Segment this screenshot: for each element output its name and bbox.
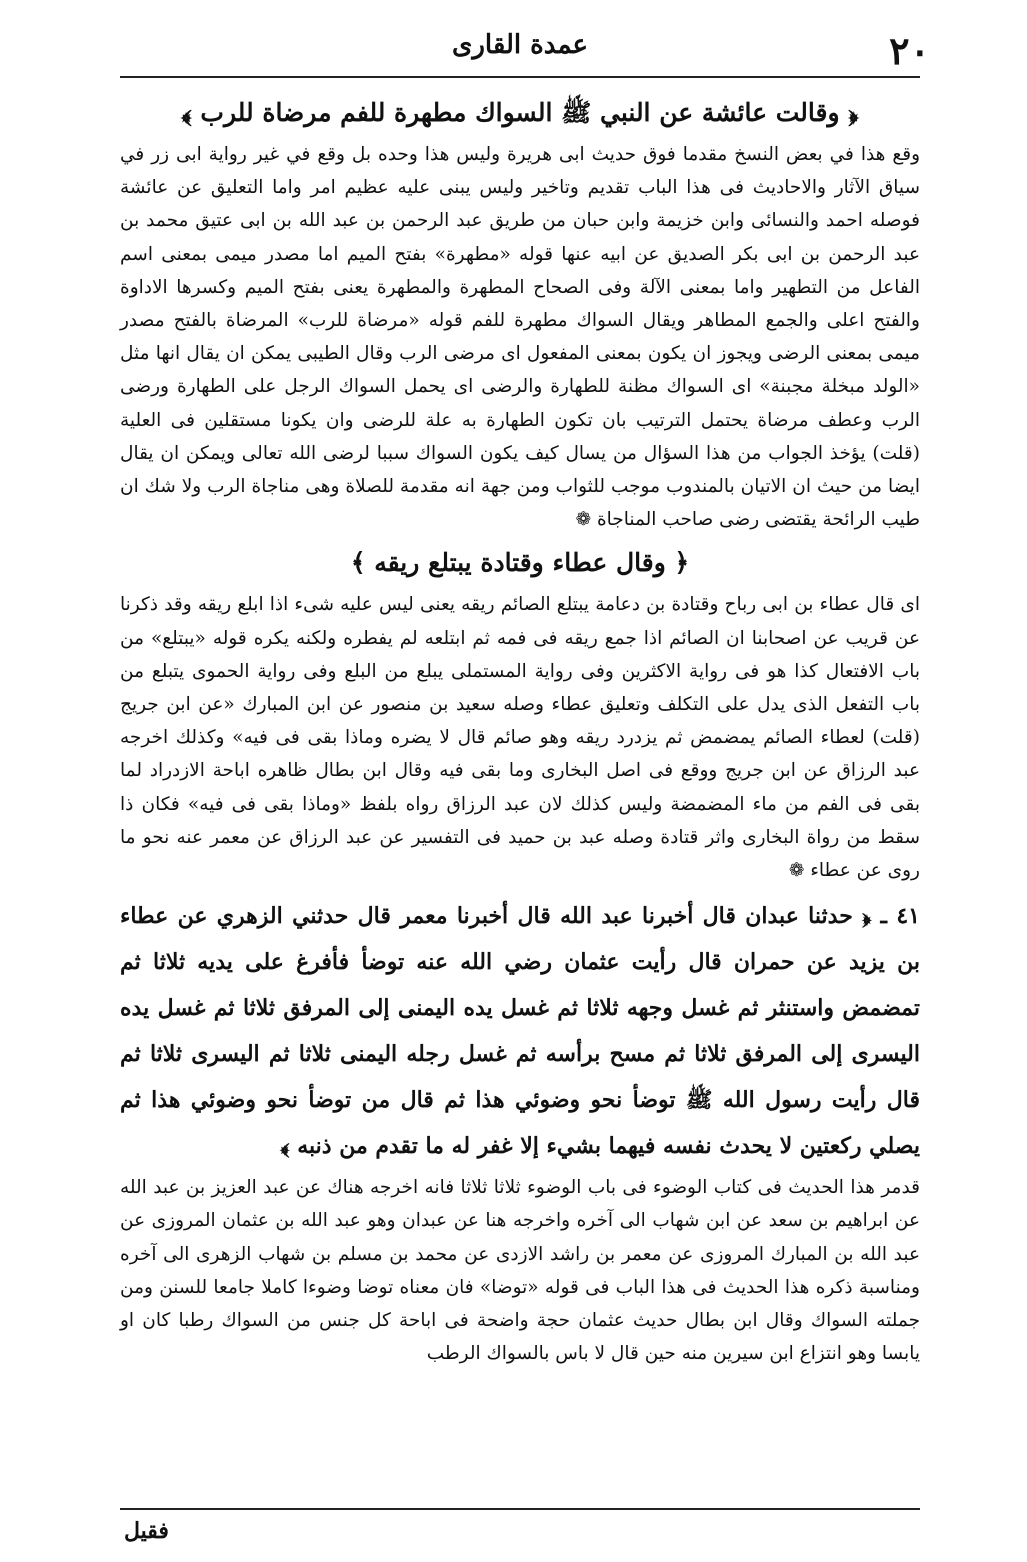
footer-rule [120, 1508, 920, 1510]
section-heading-2: ﴿ وقال عطاء وقتادة يبتلع ريقه ﴾ [350, 548, 690, 578]
commentary-paragraph-1: وقع هذا في بعض النسخ مقدما فوق حديث ابی هريرة وليس هذا وحده بل وقع في غير رواية ابی زر في سياق الآثار والاحاديث فی هذا الباب تقديم وتاخير وليس يبنی عليه عظيم امر واما التعليق عن عائشة فوصله احمد والنسائی وابن خزيمة وابن حبان من طريق عبد الرحمن بن عبد الله بن ابی عتيق محمد بن عبد الرحمن بن ابی بكر الصديق عن ابيه عنها قوله «مطهرة» بفتح الميم اما مصدر ميمی بمعنى اسم الفاعل من التطهير واما بمعنى الآلة وفی الصحاح المطهرة والمطهرة يعنی بفتح الميم وكسرها الاداوة والفتح اعلى والجمع المطاهر ويقال السواك مطهرة للفم قوله «مرضاة للرب» المرضاة بالفتح مصدر ميمی بمعنى الرضى ويجوز ان يكون بمعنى المفعول ای مرضی الرب وقال الطيبی يمكن ان يقال انها مثل «الولد مبخلة مجبنة» ای السواك مظنة للطهارة والرضى ای يحمل السواك الرجل على الطهارة ورضى الرب وعطف مرضاة يحتمل الترتيب بان تكون الطهارة به علة للرضى وان يكونا مستقلين فی العلية (قلت) يؤخذ الجواب من هذا السؤال من يسال كيف يكون السواك سببا لرضى الله تعالى ويمكن ان يقال ايضا من حيث ان الاتيان بالمندوب موجب للثواب ومن جهة انه مقدمة للصلاة وهی مناجاة الرب ولا شك ان طيب الرائحة يقتضی رضى صاحب المناجاة ❁ [120, 144, 920, 531]
page-number: ٢٠ [889, 28, 930, 73]
catchword: فقيل [124, 1518, 169, 1544]
commentary-paragraph-3: قدمر هذا الحديث فی كتاب الوضوء فی باب الوضوء ثلاثا ثلاثا فانه اخرجه هناك عن عبد العزيز بن عبد الله عن ابراهيم بن سعد عن ابن شهاب الى آخره واخرجه هنا عن عبدان وهو عبد الله بن عثمان المروزی عن عبد الله بن المبارك المروزی عن معمر بن راشد الازدی عن محمد بن مسلم بن شهاب الزهری الى آخره ومناسبة ذكره هذا الحديث فی هذا الباب فی قوله «توضا» فان معناه توضا وضوءا كاملا جامعا للسنن ومن جملته السواك وقال ابن بطال حديث عثمان حجة واضحة فی اباحة كل جنس من السواك رطبا كان او يابسا وهو انتزاع ابن سيرين منه حين قال لا باس بالسواك الرطب [120, 1177, 920, 1365]
section-heading-1: ﴿ وقالت عائشة عن النبي ﷺ السواك مطهرة للفم مرضاة للرب ﴾ [181, 98, 859, 127]
page-header [120, 28, 930, 74]
commentary-paragraph-2: ای قال عطاء بن ابی رباح وقتادة بن دعامة يبتلع الصائم ريقه يعنی ليس عليه شیء اذا ابلع ريقه وقد ذكرنا عن قريب عن اصحابنا ان الصائم اذا جمع ريقه فی فمه ثم ابتلعه لم يفطره ولكنه يكره قوله «يبتلع» من باب الافتعال كذا هو فی رواية الاكثرين وفی رواية المستملی يبلع من البلع وفی رواية الحموی يتبلع من باب التفعل الذی يدل على التكلف وتعليق عطاء وصله سعيد بن منصور عن ابن المبارك «عن ابن جريج (قلت) لعطاء الصائم يمضمض ثم يزدرد ريقه وهو صائم قال لا يضره وماذا بقی فی فيه» وكذلك اخرجه عبد الرزاق عن ابن جريج ووقع فی اصل البخاری وما بقی فيه وقال ابن بطال ظاهره اباحة الازدراد لما بقی فی الفم من ماء المضمضة وليس كذلك لان عبد الرزاق رواه بلفظ «وماذا بقی فی فيه» فكان ذا سقط من رواة البخاری واثر قتادة وصله عبد بن حميد فی التفسير عن عبد الرزاق عن معمر عنه نحو ما روی عن عطاء ❁ [120, 594, 920, 882]
text-body [120, 86, 920, 1370]
hadith-text: ٤١ ـ ﴿ حدثنا عبدان قال أخبرنا عبد الله قال أخبرنا معمر قال حدثني الزهري عن عطاء بن يزيد عن حمران قال رأيت عثمان رضي الله عنه توضأ فأفرغ على يديه ثلاثا ثم تمضمض واستنثر ثم غسل وجهه ثلاثا ثم غسل يده اليمنى إلى المرفق ثلاثا ثم غسل يده اليسرى إلى المرفق ثلاثا ثم مسح برأسه ثم غسل رجله اليمنى ثلاثا ثم اليسرى ثلاثا ثم قال رأيت رسول الله ﷺ توضأ نحو وضوئي هذا ثم قال من توضأ نحو وضوئي هذا ثم يصلي ركعتين لا يحدث نفسه فيهما بشيء إلا غفر له ما تقدم من ذنبه ﴾ [120, 903, 920, 1160]
running-title: عمدة القاری [452, 30, 588, 60]
header-rule [120, 76, 920, 78]
